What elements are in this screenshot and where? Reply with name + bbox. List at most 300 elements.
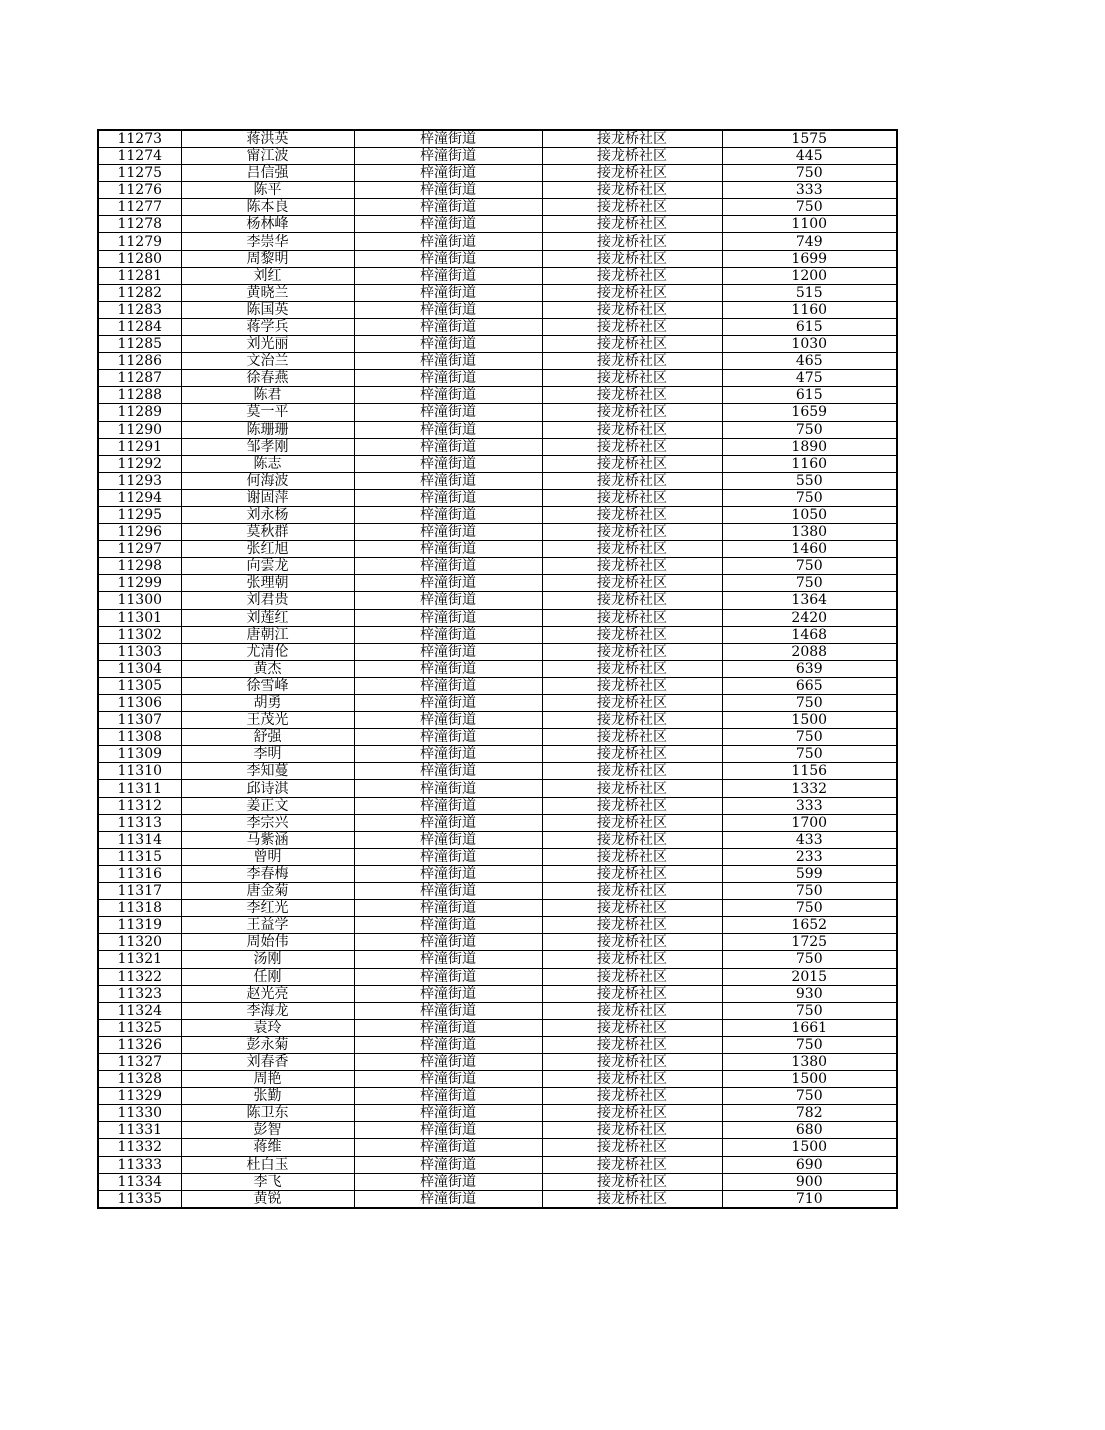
row-id-cell: 11321: [98, 951, 181, 968]
amount-cell: 1652: [722, 917, 897, 934]
community-cell: 接龙桥社区: [542, 1019, 722, 1036]
row-id-cell: 11323: [98, 985, 181, 1002]
name-cell: 任刚: [181, 968, 354, 985]
street-cell: 梓潼街道: [354, 575, 542, 592]
table-row: [98, 318, 897, 335]
name-cell: 汤刚: [181, 951, 354, 968]
amount-cell: 1380: [722, 1053, 897, 1070]
table-row: [98, 780, 897, 797]
street-cell: 梓潼街道: [354, 643, 542, 660]
row-id-cell: 11275: [98, 165, 181, 182]
amount-cell: 1460: [722, 541, 897, 558]
community-cell: 接龙桥社区: [542, 848, 722, 865]
amount-cell: 750: [722, 489, 897, 506]
amount-cell: 750: [722, 1088, 897, 1105]
community-cell: 接龙桥社区: [542, 387, 722, 404]
row-id-cell: 11327: [98, 1053, 181, 1070]
amount-cell: 433: [722, 831, 897, 848]
roster-table-body: [98, 130, 897, 1208]
row-id-cell: 11310: [98, 763, 181, 780]
community-cell: 接龙桥社区: [542, 318, 722, 335]
table-row: [98, 404, 897, 421]
community-cell: 接龙桥社区: [542, 951, 722, 968]
row-id-cell: 11282: [98, 284, 181, 301]
row-id-cell: 11331: [98, 1122, 181, 1139]
street-cell: 梓潼街道: [354, 387, 542, 404]
community-cell: 接龙桥社区: [542, 677, 722, 694]
name-cell: 袁玲: [181, 1019, 354, 1036]
street-cell: 梓潼街道: [354, 917, 542, 934]
street-cell: 梓潼街道: [354, 746, 542, 763]
row-id-cell: 11274: [98, 148, 181, 165]
row-id-cell: 11318: [98, 900, 181, 917]
community-cell: 接龙桥社区: [542, 524, 722, 541]
table-row: [98, 524, 897, 541]
name-cell: 彭智: [181, 1122, 354, 1139]
name-cell: 刘君贵: [181, 592, 354, 609]
name-cell: 唐朝江: [181, 626, 354, 643]
name-cell: 舒强: [181, 729, 354, 746]
row-id-cell: 11286: [98, 353, 181, 370]
community-cell: 接龙桥社区: [542, 985, 722, 1002]
table-row: [98, 1122, 897, 1139]
street-cell: 梓潼街道: [354, 216, 542, 233]
street-cell: 梓潼街道: [354, 267, 542, 284]
table-row: [98, 1173, 897, 1190]
amount-cell: 1156: [722, 763, 897, 780]
name-cell: 李红光: [181, 900, 354, 917]
row-id-cell: 11297: [98, 541, 181, 558]
amount-cell: 1890: [722, 438, 897, 455]
amount-cell: 2420: [722, 609, 897, 626]
amount-cell: 550: [722, 472, 897, 489]
street-cell: 梓潼街道: [354, 1053, 542, 1070]
amount-cell: 750: [722, 729, 897, 746]
name-cell: 李春梅: [181, 865, 354, 882]
community-cell: 接龙桥社区: [542, 233, 722, 250]
row-id-cell: 11308: [98, 729, 181, 746]
community-cell: 接龙桥社区: [542, 1190, 722, 1208]
community-cell: 接龙桥社区: [542, 148, 722, 165]
amount-cell: 639: [722, 660, 897, 677]
table-row: [98, 729, 897, 746]
row-id-cell: 11302: [98, 626, 181, 643]
row-id-cell: 11306: [98, 695, 181, 712]
street-cell: 梓潼街道: [354, 370, 542, 387]
amount-cell: 930: [722, 985, 897, 1002]
name-cell: 杜白玉: [181, 1156, 354, 1173]
amount-cell: 2015: [722, 968, 897, 985]
street-cell: 梓潼街道: [354, 165, 542, 182]
street-cell: 梓潼街道: [354, 506, 542, 523]
name-cell: 邹孝刚: [181, 438, 354, 455]
table-row: [98, 626, 897, 643]
table-row: [98, 130, 897, 148]
row-id-cell: 11315: [98, 848, 181, 865]
amount-cell: 1659: [722, 404, 897, 421]
name-cell: 李宗兴: [181, 814, 354, 831]
name-cell: 徐春燕: [181, 370, 354, 387]
street-cell: 梓潼街道: [354, 712, 542, 729]
table-row: [98, 455, 897, 472]
name-cell: 向雲龙: [181, 558, 354, 575]
community-cell: 接龙桥社区: [542, 284, 722, 301]
street-cell: 梓潼街道: [354, 558, 542, 575]
name-cell: 周黎明: [181, 250, 354, 267]
community-cell: 接龙桥社区: [542, 558, 722, 575]
table-row: [98, 575, 897, 592]
name-cell: 甯江波: [181, 148, 354, 165]
community-cell: 接龙桥社区: [542, 301, 722, 318]
name-cell: 莫一平: [181, 404, 354, 421]
name-cell: 李知蔓: [181, 763, 354, 780]
name-cell: 谢固萍: [181, 489, 354, 506]
name-cell: 陈国英: [181, 301, 354, 318]
street-cell: 梓潼街道: [354, 695, 542, 712]
name-cell: 彭永菊: [181, 1036, 354, 1053]
amount-cell: 900: [722, 1173, 897, 1190]
community-cell: 接龙桥社区: [542, 746, 722, 763]
street-cell: 梓潼街道: [354, 763, 542, 780]
amount-cell: 1160: [722, 455, 897, 472]
row-id-cell: 11298: [98, 558, 181, 575]
amount-cell: 750: [722, 1036, 897, 1053]
street-cell: 梓潼街道: [354, 455, 542, 472]
table-row: [98, 250, 897, 267]
row-id-cell: 11330: [98, 1105, 181, 1122]
table-row: [98, 951, 897, 968]
community-cell: 接龙桥社区: [542, 506, 722, 523]
row-id-cell: 11294: [98, 489, 181, 506]
table-row: [98, 883, 897, 900]
street-cell: 梓潼街道: [354, 1105, 542, 1122]
name-cell: 莫秋群: [181, 524, 354, 541]
street-cell: 梓潼街道: [354, 199, 542, 216]
table-row: [98, 985, 897, 1002]
amount-cell: 1332: [722, 780, 897, 797]
street-cell: 梓潼街道: [354, 353, 542, 370]
amount-cell: 475: [722, 370, 897, 387]
community-cell: 接龙桥社区: [542, 438, 722, 455]
row-id-cell: 11325: [98, 1019, 181, 1036]
amount-cell: 750: [722, 199, 897, 216]
table-row: [98, 182, 897, 199]
table-row: [98, 643, 897, 660]
street-cell: 梓潼街道: [354, 780, 542, 797]
row-id-cell: 11324: [98, 1002, 181, 1019]
street-cell: 梓潼街道: [354, 609, 542, 626]
row-id-cell: 11314: [98, 831, 181, 848]
name-cell: 胡勇: [181, 695, 354, 712]
name-cell: 李明: [181, 746, 354, 763]
table-row: [98, 216, 897, 233]
street-cell: 梓潼街道: [354, 1156, 542, 1173]
row-id-cell: 11280: [98, 250, 181, 267]
amount-cell: 710: [722, 1190, 897, 1208]
amount-cell: 749: [722, 233, 897, 250]
table-row: [98, 472, 897, 489]
street-cell: 梓潼街道: [354, 831, 542, 848]
community-cell: 接龙桥社区: [542, 182, 722, 199]
community-cell: 接龙桥社区: [542, 1173, 722, 1190]
row-id-cell: 11312: [98, 797, 181, 814]
table-row: [98, 1071, 897, 1088]
street-cell: 梓潼街道: [354, 968, 542, 985]
row-id-cell: 11288: [98, 387, 181, 404]
street-cell: 梓潼街道: [354, 985, 542, 1002]
table-row: [98, 677, 897, 694]
amount-cell: 1160: [722, 301, 897, 318]
name-cell: 刘红: [181, 267, 354, 284]
table-row: [98, 148, 897, 165]
row-id-cell: 11278: [98, 216, 181, 233]
name-cell: 蒋洪英: [181, 130, 354, 148]
row-id-cell: 11276: [98, 182, 181, 199]
table-row: [98, 558, 897, 575]
row-id-cell: 11307: [98, 712, 181, 729]
name-cell: 李崇华: [181, 233, 354, 250]
name-cell: 陈本良: [181, 199, 354, 216]
community-cell: 接龙桥社区: [542, 1002, 722, 1019]
row-id-cell: 11292: [98, 455, 181, 472]
community-cell: 接龙桥社区: [542, 489, 722, 506]
community-cell: 接龙桥社区: [542, 780, 722, 797]
table-row: [98, 968, 897, 985]
community-cell: 接龙桥社区: [542, 865, 722, 882]
community-cell: 接龙桥社区: [542, 1088, 722, 1105]
community-cell: 接龙桥社区: [542, 1105, 722, 1122]
amount-cell: 665: [722, 677, 897, 694]
street-cell: 梓潼街道: [354, 148, 542, 165]
amount-cell: 1575: [722, 130, 897, 148]
community-cell: 接龙桥社区: [542, 1122, 722, 1139]
name-cell: 张理朝: [181, 575, 354, 592]
amount-cell: 1500: [722, 1139, 897, 1156]
table-row: [98, 797, 897, 814]
amount-cell: 1030: [722, 336, 897, 353]
table-row: [98, 370, 897, 387]
table-row: [98, 199, 897, 216]
amount-cell: 1468: [722, 626, 897, 643]
row-id-cell: 11300: [98, 592, 181, 609]
community-cell: 接龙桥社区: [542, 695, 722, 712]
table-row: [98, 1002, 897, 1019]
community-cell: 接龙桥社区: [542, 592, 722, 609]
row-id-cell: 11291: [98, 438, 181, 455]
row-id-cell: 11305: [98, 677, 181, 694]
amount-cell: 465: [722, 353, 897, 370]
roster-table: [97, 129, 898, 1209]
community-cell: 接龙桥社区: [542, 455, 722, 472]
amount-cell: 680: [722, 1122, 897, 1139]
community-cell: 接龙桥社区: [542, 404, 722, 421]
community-cell: 接龙桥社区: [542, 831, 722, 848]
amount-cell: 1699: [722, 250, 897, 267]
row-id-cell: 11311: [98, 780, 181, 797]
amount-cell: 615: [722, 387, 897, 404]
row-id-cell: 11326: [98, 1036, 181, 1053]
amount-cell: 750: [722, 421, 897, 438]
amount-cell: 750: [722, 558, 897, 575]
table-row: [98, 1053, 897, 1070]
name-cell: 文治兰: [181, 353, 354, 370]
table-row: [98, 506, 897, 523]
amount-cell: 333: [722, 182, 897, 199]
street-cell: 梓潼街道: [354, 472, 542, 489]
amount-cell: 1661: [722, 1019, 897, 1036]
table-row: [98, 746, 897, 763]
name-cell: 刘春香: [181, 1053, 354, 1070]
amount-cell: 1700: [722, 814, 897, 831]
community-cell: 接龙桥社区: [542, 165, 722, 182]
name-cell: 蒋学兵: [181, 318, 354, 335]
row-id-cell: 11295: [98, 506, 181, 523]
row-id-cell: 11296: [98, 524, 181, 541]
table-row: [98, 1019, 897, 1036]
street-cell: 梓潼街道: [354, 626, 542, 643]
row-id-cell: 11322: [98, 968, 181, 985]
row-id-cell: 11313: [98, 814, 181, 831]
amount-cell: 1100: [722, 216, 897, 233]
name-cell: 张勤: [181, 1088, 354, 1105]
street-cell: 梓潼街道: [354, 541, 542, 558]
street-cell: 梓潼街道: [354, 797, 542, 814]
street-cell: 梓潼街道: [354, 301, 542, 318]
row-id-cell: 11289: [98, 404, 181, 421]
community-cell: 接龙桥社区: [542, 883, 722, 900]
amount-cell: 515: [722, 284, 897, 301]
community-cell: 接龙桥社区: [542, 472, 722, 489]
community-cell: 接龙桥社区: [542, 216, 722, 233]
amount-cell: 750: [722, 575, 897, 592]
street-cell: 梓潼街道: [354, 1002, 542, 1019]
row-id-cell: 11301: [98, 609, 181, 626]
amount-cell: 690: [722, 1156, 897, 1173]
table-row: [98, 814, 897, 831]
table-row: [98, 848, 897, 865]
row-id-cell: 11283: [98, 301, 181, 318]
street-cell: 梓潼街道: [354, 900, 542, 917]
street-cell: 梓潼街道: [354, 677, 542, 694]
table-row: [98, 1105, 897, 1122]
name-cell: 刘莲红: [181, 609, 354, 626]
street-cell: 梓潼街道: [354, 284, 542, 301]
community-cell: 接龙桥社区: [542, 968, 722, 985]
community-cell: 接龙桥社区: [542, 370, 722, 387]
street-cell: 梓潼街道: [354, 318, 542, 335]
street-cell: 梓潼街道: [354, 233, 542, 250]
table-row: [98, 900, 897, 917]
street-cell: 梓潼街道: [354, 404, 542, 421]
table-row: [98, 284, 897, 301]
table-row: [98, 934, 897, 951]
table-row: [98, 387, 897, 404]
community-cell: 接龙桥社区: [542, 1036, 722, 1053]
street-cell: 梓潼街道: [354, 729, 542, 746]
amount-cell: 1725: [722, 934, 897, 951]
row-id-cell: 11317: [98, 883, 181, 900]
community-cell: 接龙桥社区: [542, 712, 722, 729]
street-cell: 梓潼街道: [354, 130, 542, 148]
street-cell: 梓潼街道: [354, 1071, 542, 1088]
row-id-cell: 11285: [98, 336, 181, 353]
community-cell: 接龙桥社区: [542, 1053, 722, 1070]
row-id-cell: 11281: [98, 267, 181, 284]
street-cell: 梓潼街道: [354, 1122, 542, 1139]
table-row: [98, 438, 897, 455]
community-cell: 接龙桥社区: [542, 541, 722, 558]
community-cell: 接龙桥社区: [542, 643, 722, 660]
table-row: [98, 695, 897, 712]
name-cell: 唐金菊: [181, 883, 354, 900]
amount-cell: 1500: [722, 1071, 897, 1088]
table-row: [98, 917, 897, 934]
row-id-cell: 11293: [98, 472, 181, 489]
name-cell: 周始伟: [181, 934, 354, 951]
name-cell: 黄杰: [181, 660, 354, 677]
community-cell: 接龙桥社区: [542, 199, 722, 216]
community-cell: 接龙桥社区: [542, 797, 722, 814]
row-id-cell: 11299: [98, 575, 181, 592]
table-row: [98, 763, 897, 780]
name-cell: 徐雪峰: [181, 677, 354, 694]
amount-cell: 1050: [722, 506, 897, 523]
community-cell: 接龙桥社区: [542, 763, 722, 780]
street-cell: 梓潼街道: [354, 814, 542, 831]
street-cell: 梓潼街道: [354, 1088, 542, 1105]
name-cell: 刘光丽: [181, 336, 354, 353]
community-cell: 接龙桥社区: [542, 814, 722, 831]
row-id-cell: 11309: [98, 746, 181, 763]
row-id-cell: 11328: [98, 1071, 181, 1088]
row-id-cell: 11333: [98, 1156, 181, 1173]
street-cell: 梓潼街道: [354, 660, 542, 677]
row-id-cell: 11316: [98, 865, 181, 882]
street-cell: 梓潼街道: [354, 489, 542, 506]
amount-cell: 1500: [722, 712, 897, 729]
amount-cell: 1380: [722, 524, 897, 541]
table-row: [98, 1139, 897, 1156]
community-cell: 接龙桥社区: [542, 1071, 722, 1088]
name-cell: 赵光亮: [181, 985, 354, 1002]
table-row: [98, 541, 897, 558]
name-cell: 黄晓兰: [181, 284, 354, 301]
row-id-cell: 11287: [98, 370, 181, 387]
table-row: [98, 660, 897, 677]
amount-cell: 445: [722, 148, 897, 165]
name-cell: 王茂光: [181, 712, 354, 729]
name-cell: 李海龙: [181, 1002, 354, 1019]
name-cell: 陈平: [181, 182, 354, 199]
table-row: [98, 301, 897, 318]
community-cell: 接龙桥社区: [542, 660, 722, 677]
table-row: [98, 233, 897, 250]
row-id-cell: 11277: [98, 199, 181, 216]
table-row: [98, 1036, 897, 1053]
street-cell: 梓潼街道: [354, 592, 542, 609]
community-cell: 接龙桥社区: [542, 729, 722, 746]
name-cell: 陈珊珊: [181, 421, 354, 438]
table-row: [98, 712, 897, 729]
street-cell: 梓潼街道: [354, 1139, 542, 1156]
name-cell: 马紫涵: [181, 831, 354, 848]
name-cell: 张红旭: [181, 541, 354, 558]
street-cell: 梓潼街道: [354, 438, 542, 455]
community-cell: 接龙桥社区: [542, 130, 722, 148]
name-cell: 邱诗淇: [181, 780, 354, 797]
community-cell: 接龙桥社区: [542, 934, 722, 951]
name-cell: 杨林峰: [181, 216, 354, 233]
